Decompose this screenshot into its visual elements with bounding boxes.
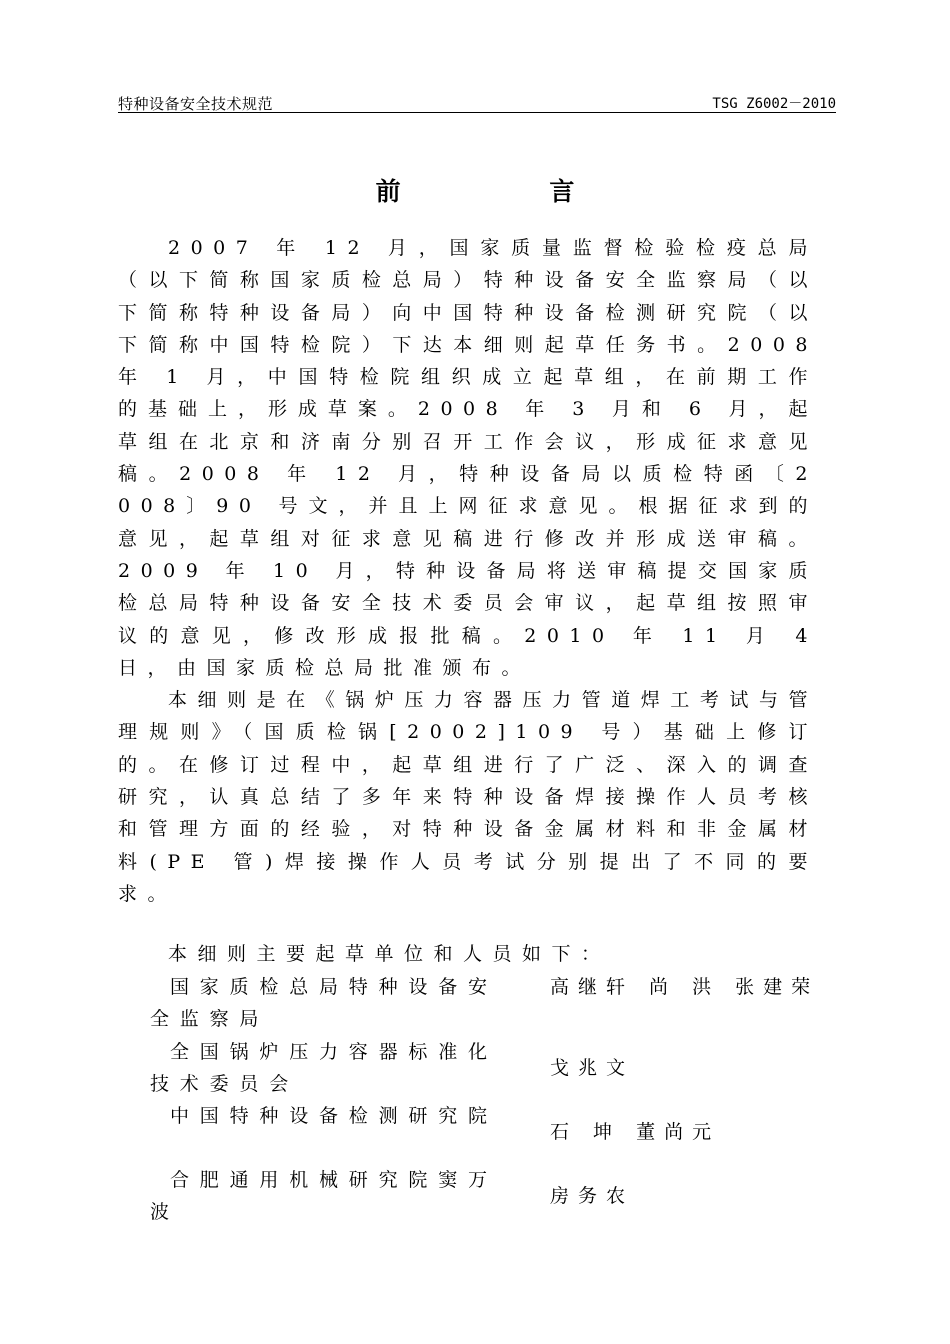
- drafting-unit-name: 国家质检总局特种设备安全监察局: [150, 976, 498, 1030]
- drafting-unit-people: 石 坤 董尚元: [550, 1121, 721, 1143]
- page-header: [118, 90, 836, 113]
- drafting-unit-row: [150, 971, 840, 1035]
- header-spec-number: TSG Z6002－2010: [712, 96, 836, 112]
- drafting-unit-row: [150, 1100, 840, 1164]
- foreword-body: [118, 232, 818, 910]
- drafting-unit-people: 房务农: [550, 1185, 635, 1207]
- header-spec-category: 特种设备安全技术规范: [118, 95, 274, 113]
- drafting-unit-people: 戈兆文: [550, 1057, 635, 1079]
- drafting-unit-name: 中国特种设备检测研究院: [170, 1105, 498, 1127]
- page-title: 前 言: [375, 177, 645, 206]
- drafting-unit-name: 全国锅炉压力容器标准化技术委员会: [150, 1041, 498, 1095]
- paragraph-revision-basis: 本细则是在《锅炉压力容器压力管道焊工考试与管理规则》（国质检锅[2002]109 号）基础上修订的。在修订过程中，起草组进行了广泛、深入的调查研究，认真总结了多年来特种设备焊接操作人员考核和管理方面的经验，对特种设备金属材料和非金属材料(PE 管)焊接操作人员考试分别提出了不同的要求。: [118, 689, 818, 905]
- drafting-units-intro: 本细则主要起草单位和人员如下：: [168, 943, 611, 965]
- drafting-unit-people: 高继轩 尚 洪 张建荣: [550, 976, 820, 998]
- drafting-unit-row: [150, 1164, 840, 1228]
- paragraph-drafting-history: 2007 年 12 月，国家质量监督检验检疫总局（以下简称国家质检总局）特种设备安全监察局（以下简称特种设备局）向中国特种设备检测研究院（以下简称中国特检院）下达本细则起草任务书。2008 年 1 月，中国特检院组织成立起草组，在前期工作的基础上，形成草案。2008 年 3 月和 6 月，起草组在北京和济南分别召开工作会议，形成征求意见稿。2008 年 12 月，特种设备局以质检特函〔2008〕90 号文，并且上网征求意见。根据征求到的意见，起草组对征求意见稿进行修改并形成送审稿。2009 年 10 月，特种设备局将送审稿提交国家质检总局特种设备安全技术委员会审议，起草组按照审议的意见，修改形成报批稿。2010 年 11 月 4 日，由国家质检总局批准颁布。: [118, 237, 818, 679]
- drafting-unit-name: 合肥通用机械研究院窦万波: [150, 1169, 498, 1223]
- drafting-unit-row: [150, 1036, 840, 1100]
